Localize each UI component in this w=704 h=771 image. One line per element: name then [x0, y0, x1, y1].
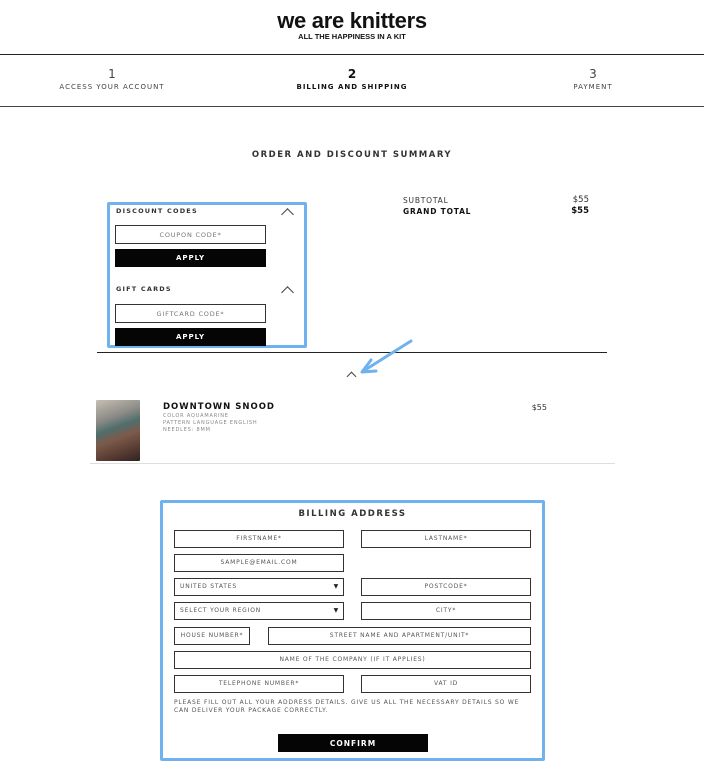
step-label: PAYMENT — [573, 83, 613, 91]
step-payment[interactable] — [503, 67, 683, 91]
confirm-button[interactable]: CONFIRM — [278, 734, 428, 752]
subtotal-label: SUBTOTAL — [403, 196, 449, 205]
billing-address-title: BILLING ADDRESS — [298, 509, 407, 519]
address-notice: PLEASE FILL OUT ALL YOUR ADDRESS DETAILS. GIVE US ALL THE NECESSARY DETAILS SO WE CAN DELIVER YOUR PACKAGE CORRECTLY. — [174, 699, 520, 714]
country-value: UNITED STATES — [180, 583, 237, 590]
step-label: ACCESS YOUR ACCOUNT — [59, 83, 165, 91]
step-access-account[interactable] — [22, 67, 202, 91]
step-number: 1 — [108, 67, 116, 81]
step-number: 2 — [347, 67, 357, 81]
gift-cards-heading: GIFT CARDS — [116, 285, 172, 293]
dropdown-arrow-icon: ▼ — [333, 583, 339, 590]
postcode-field[interactable]: POSTCODE* — [361, 578, 531, 596]
subtotal-value: $55 — [572, 195, 589, 205]
company-field[interactable]: NAME OF THE COMPANY (IF IT APPLIES) — [174, 651, 531, 669]
checkout-steps — [0, 55, 704, 107]
step-label: BILLING AND SHIPPING — [296, 83, 408, 91]
pointer-arrow-icon — [355, 338, 417, 378]
brand-tagline: ALL THE HAPPINESS IN A KIT — [298, 32, 406, 41]
step-billing-shipping[interactable] — [262, 67, 442, 91]
product-price: $55 — [531, 403, 547, 412]
product-pattern-language: PATTERN LANGUAGE ENGLISH — [163, 420, 258, 426]
dropdown-arrow-icon: ▼ — [333, 607, 339, 614]
country-select[interactable] — [174, 578, 344, 596]
region-select[interactable] — [174, 602, 344, 620]
site-header — [0, 0, 704, 55]
summary-divider — [97, 352, 607, 353]
product-color: COLOR AQUAMARINE — [163, 413, 229, 419]
product-divider — [90, 463, 615, 464]
telephone-field[interactable]: TELEPHONE NUMBER* — [174, 675, 344, 693]
grand-total-value: $55 — [571, 206, 589, 216]
coupon-code-input[interactable] — [115, 225, 266, 244]
street-field[interactable]: STREET NAME AND APARTMENT/UNIT* — [268, 627, 531, 645]
product-needles: NEEDLES: 8MM — [163, 427, 211, 433]
product-name[interactable]: DOWNTOWN SNOOD — [163, 402, 275, 412]
giftcard-code-input[interactable] — [115, 304, 266, 323]
firstname-field[interactable]: FIRSTNAME* — [174, 530, 344, 548]
brand-logo[interactable]: we are knitters — [277, 8, 427, 33]
step-number: 3 — [589, 67, 597, 81]
lastname-field[interactable]: LASTNAME* — [361, 530, 531, 548]
order-summary-title: ORDER AND DISCOUNT SUMMARY — [251, 150, 453, 160]
discount-codes-heading: DISCOUNT CODES — [116, 207, 198, 215]
apply-coupon-button[interactable]: APPLY — [115, 249, 266, 267]
city-field[interactable]: CITY* — [361, 602, 531, 620]
apply-giftcard-button[interactable]: APPLY — [115, 328, 266, 346]
house-number-field[interactable]: HOUSE NUMBER* — [174, 627, 250, 645]
discount-highlight-frame — [107, 202, 307, 348]
product-thumbnail[interactable] — [96, 400, 140, 461]
region-value: SELECT YOUR REGION — [180, 607, 262, 614]
email-field[interactable]: SAMPLE@EMAIL.COM — [174, 554, 344, 572]
vat-id-field[interactable]: VAT ID — [361, 675, 531, 693]
grand-total-label: GRAND TOTAL — [403, 207, 472, 216]
